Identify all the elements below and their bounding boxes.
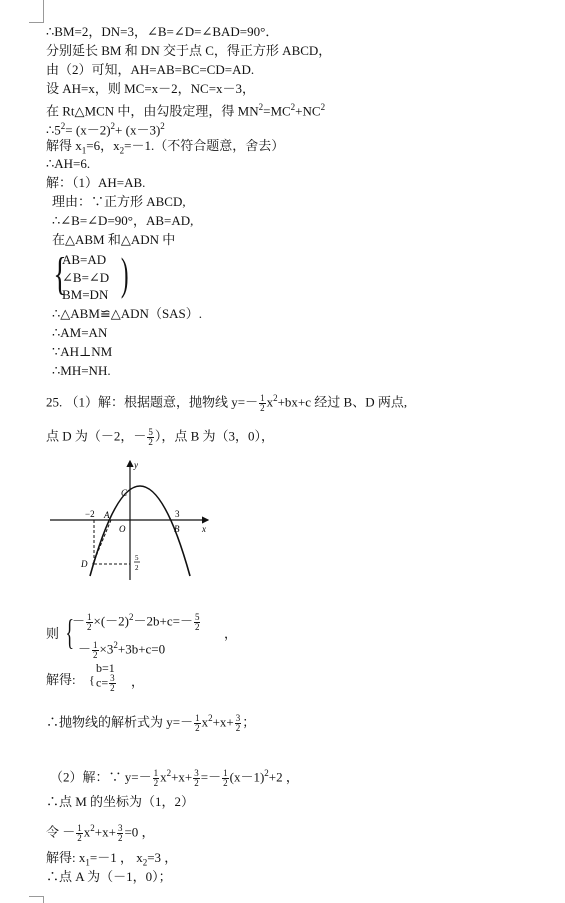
equation-line: c= $\frac{3}{2}$: [96, 673, 115, 693]
text-line: 在△ABM 和△ADN 中: [52, 232, 176, 247]
text-line: 理由：∵正方形 ABCD,: [52, 194, 186, 209]
text-line: 解：（1）AH=AB.: [46, 175, 146, 190]
text-line: ∴AH=6.: [46, 156, 91, 171]
text-line: ∴△ABM≌△ADN（SAS）.: [52, 306, 203, 321]
text-line: ，: [131, 674, 145, 689]
left-brace-system: {: [65, 612, 74, 652]
left-brace: {: [53, 248, 67, 299]
text-line: 在 Rt△MCN 中，由勾股定理，得 $MN^2=MC^2+NC^2$: [46, 102, 326, 119]
text-line: ，: [224, 626, 238, 641]
equation-line: － $\frac{1}{2}$ $\times 3^2+3b+c=0$: [78, 639, 166, 660]
text-line: 点 D 为（－2，－ $\frac{5}{2}$ ），点 B 为（3，0），: [46, 427, 275, 447]
label-C: C: [121, 488, 128, 498]
text-line: ∵AH⊥NM: [52, 344, 113, 359]
label-x: x: [202, 524, 206, 534]
equation-line: b=1: [96, 661, 115, 675]
corner-mark-top: [29, 0, 44, 23]
label-frac-num: 5: [135, 554, 139, 562]
label-O: O: [119, 524, 126, 534]
label-neg2: −2: [85, 509, 95, 519]
text-line: 解得 $x_1=6$，$x_2=-1$.（不符合题意，舍去）: [46, 138, 285, 156]
text-line: 由（2）可知，AH=AB=BC=CD=AD.: [46, 62, 255, 77]
text-line: ∴AM=AN: [52, 325, 108, 340]
text-line: ∴点 A 为（－1，0）；: [46, 869, 172, 884]
text-line: ∴抛物线的解析式为 y=－ $\frac{1}{2}$ $x^2+x+$ $\frac{3}{2}$ ；: [46, 712, 256, 733]
text-line: 设 AH=x，则 MC=x－2，NC=x－3，: [46, 81, 256, 96]
label-A: A: [104, 510, 110, 520]
label-D: D: [81, 559, 88, 569]
label-frac-den: 2: [135, 564, 139, 572]
text-line: 解得:: [46, 672, 76, 687]
right-brace: ): [120, 248, 129, 299]
equation-line: BM=DN: [62, 287, 109, 302]
text-line: 令 － $\frac{1}{2}$ $x^2+x+$ $\frac{3}{2}$ =0 ，: [46, 822, 155, 843]
text-line: （2）解：∵ y=－ $\frac{1}{2}$ $x^2+x+$ $\frac{3}{2}$ =－ $\frac{1}{2}$ $(x-1)^2+2$ ，: [50, 767, 299, 788]
equation-line: ∠B=∠D: [62, 270, 110, 285]
text-line: 则: [46, 626, 60, 641]
left-brace-small: {: [89, 673, 95, 687]
parabola-graph: [48, 456, 213, 584]
text-line: ∴MH=NH.: [52, 363, 111, 378]
dashed-chord: [92, 520, 111, 566]
label-y: y: [134, 460, 138, 470]
equation-line: － $\frac{1}{2}$ $\times(-2)^2-2b+c=-$ $\frac{5}{2}$: [72, 611, 200, 632]
text-line: ∴∠B=∠D=90°，AB=AD,: [52, 213, 194, 228]
text-line: ∴BM=2，DN=3，∠B=∠D=∠BAD=90°．: [46, 24, 279, 39]
text-line: $\therefore 5^2= (x-2)^2+ (x-3)^2$: [46, 121, 165, 138]
label-3: 3: [175, 509, 180, 519]
text-line: ∴点 M 的坐标为（1，2）: [46, 794, 195, 809]
label-B: B: [174, 524, 180, 534]
text-line: 解得: $x_1=-1$ ， $x_2=3$ ，: [46, 850, 178, 868]
equation-line: AB=AD: [62, 252, 107, 267]
problem-25-line: 25. （1）解：根据题意，抛物线 y=－ $\frac{1}{2}$ $x^2+bx+c$ 经过 B、D 两点,: [46, 392, 408, 413]
text-line: 分别延长 BM 和 DN 交于点 C，得正方形 ABCD，: [46, 43, 332, 58]
